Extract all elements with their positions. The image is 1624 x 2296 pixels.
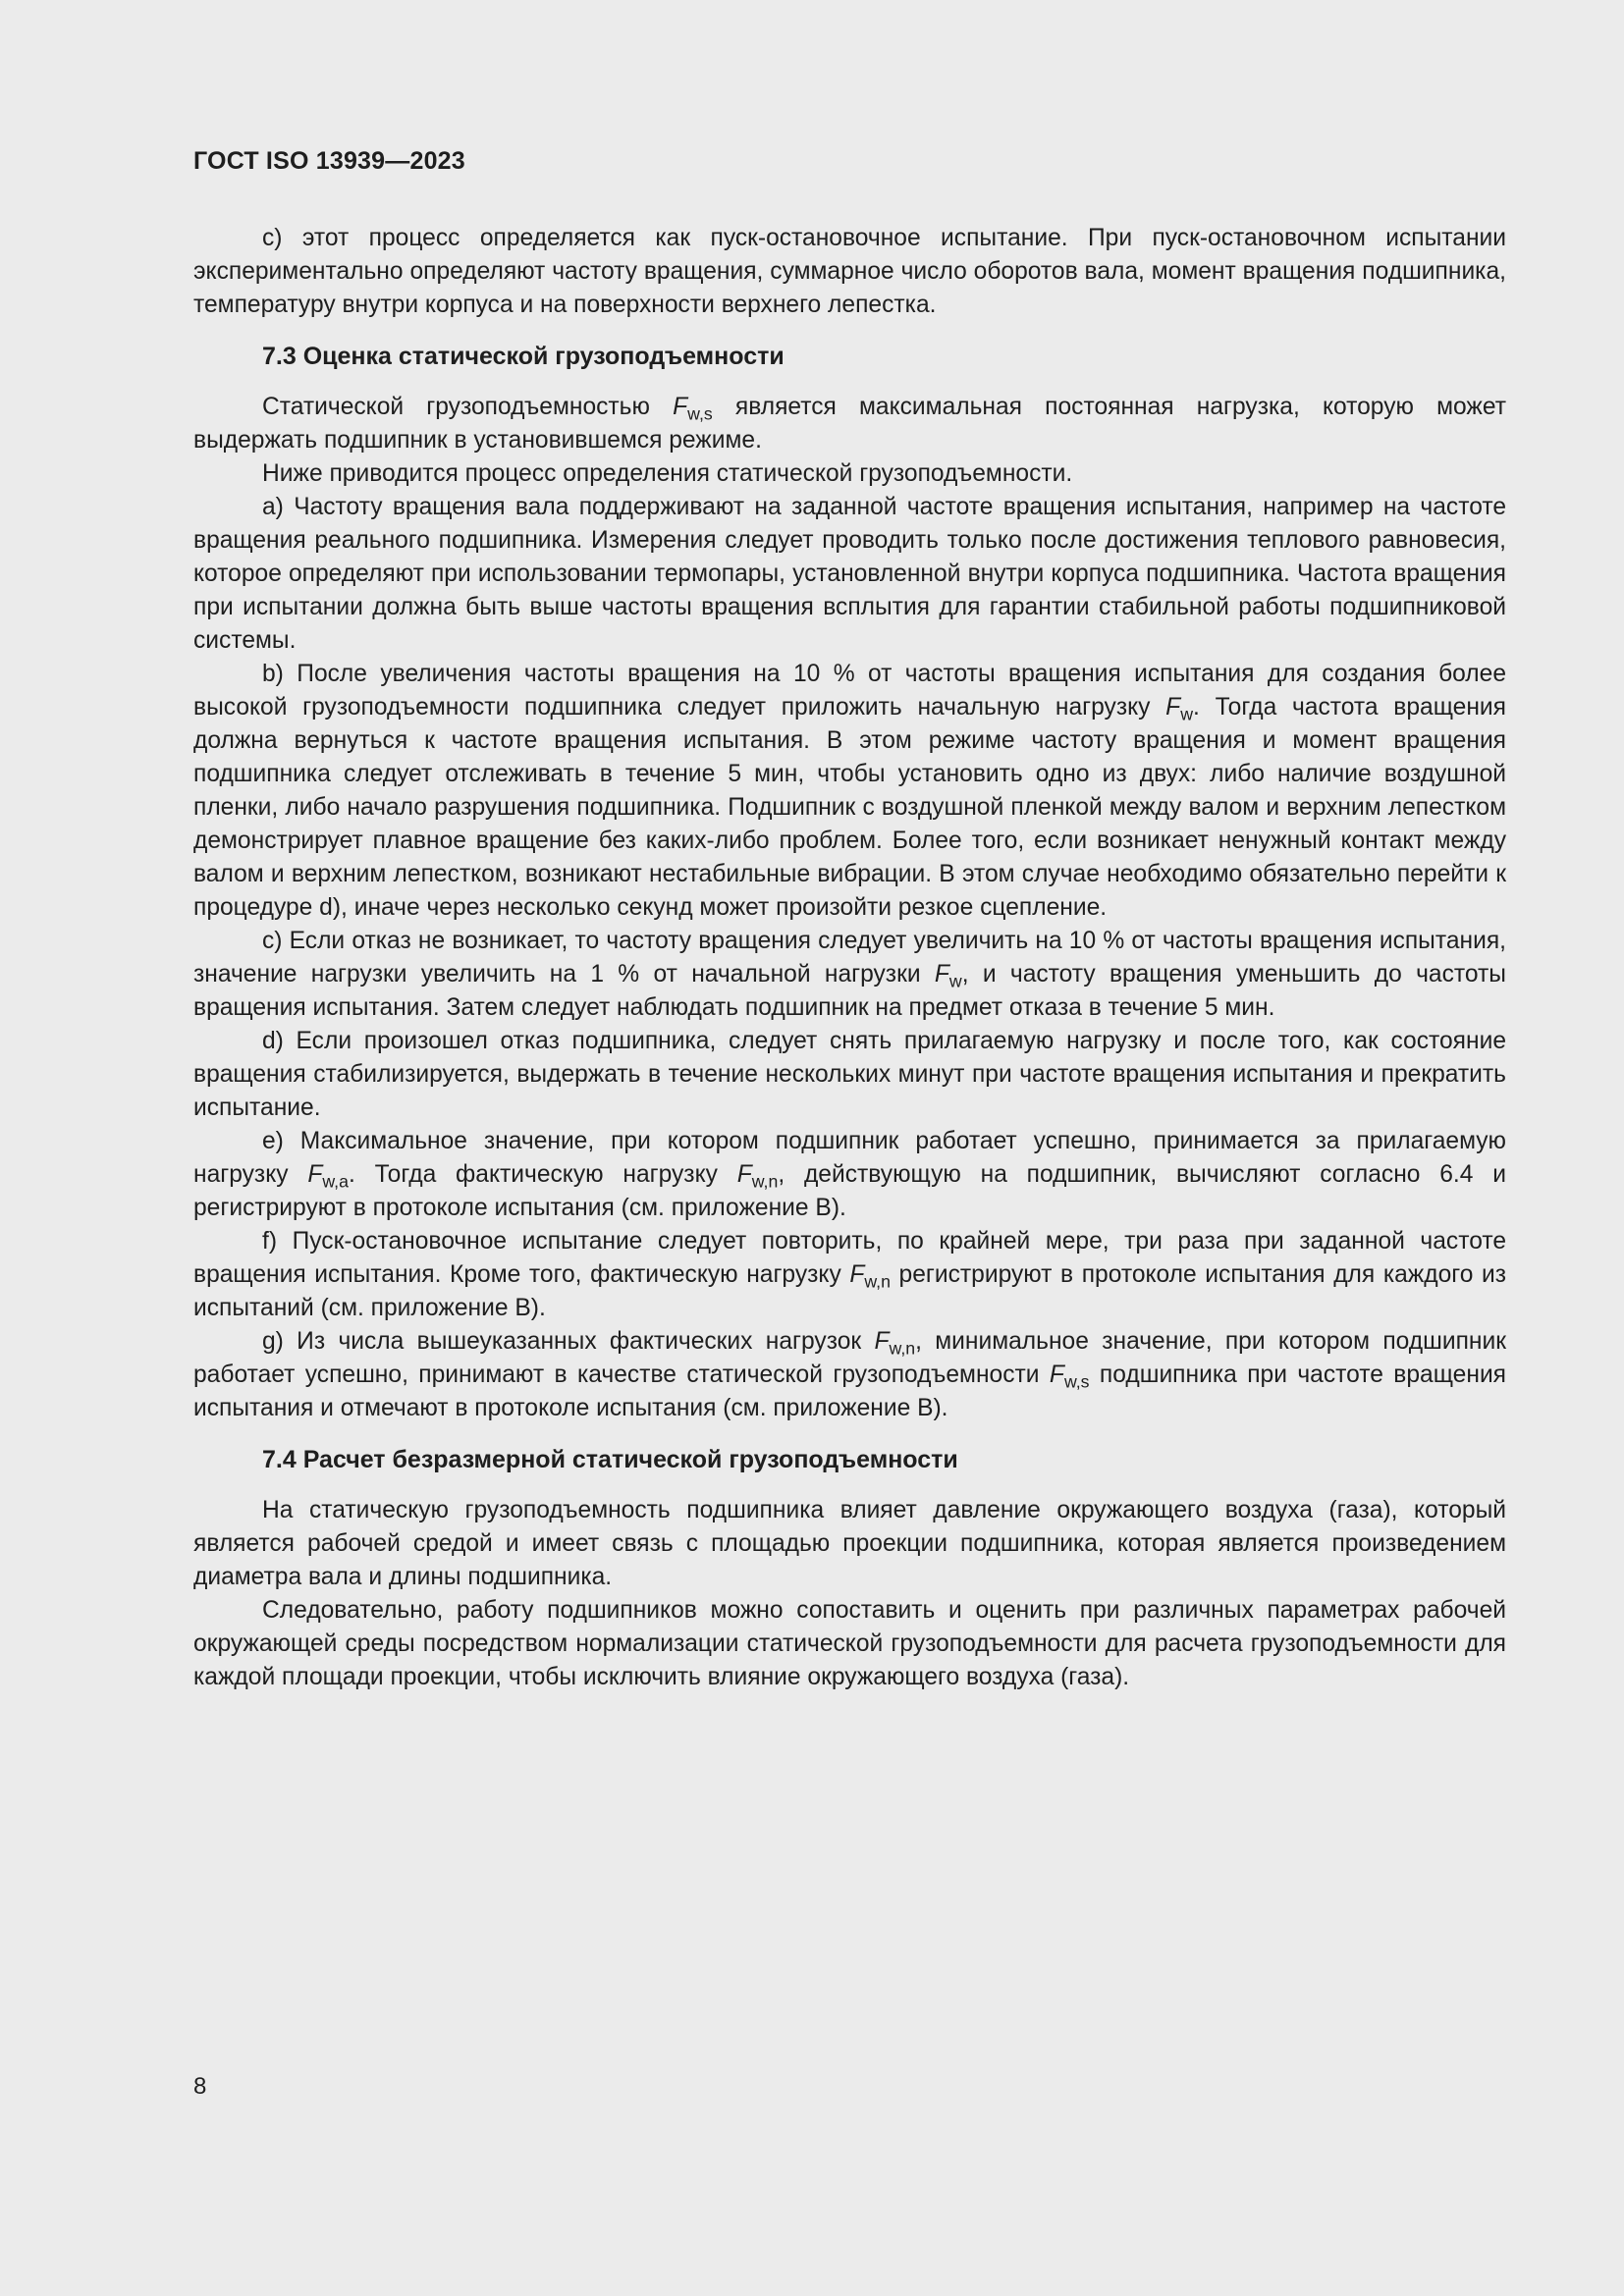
symbol-f-wa: $F_{w,a}$ (307, 1161, 349, 1192)
symbol-f-wn: $F_{w,n}$ (874, 1328, 916, 1359)
paragraph-normalization: Следовательно, работу подшипников можно сопоставить и оценить при различных параметрах рабочей окружающей среды посредством нормализации статической грузоподъемности для расчета грузоподъемности для каждой площади проекции, чтобы исключить влияние окружающего воздуха (газа). (193, 1597, 1506, 1690)
section-heading-7-3: 7.3 Оценка статической грузоподъемности (262, 343, 785, 370)
document-header: ГОСТ ISO 13939—2023 (193, 147, 465, 175)
symbol-f-wn: $F_{w,n}$ (849, 1261, 891, 1292)
paragraph-step-g: g) Из числа вышеуказанных фактических нагрузок $F_{w,n}$, минимальное значение, при котором подшипник работает успешно, принимают в качестве статической грузоподъемности $F_{w,s}$ подшипника при частоте вращения испытания и отмечают в протоколе испытания (см. приложение B). (193, 1328, 1506, 1421)
symbol-f-ws: $F_{w,s}$ (1049, 1362, 1090, 1392)
paragraph-process-intro: Ниже приводится процесс определения статической грузоподъемности. (262, 460, 1073, 487)
paragraph-step-d: d) Если произошел отказ подшипника, следует снять прилагаемую нагрузку и после того, как состояние вращения стабилизируется, выдержать в течение нескольких минут при частоте вращения испытания и прекратить испытание. (193, 1028, 1506, 1121)
section-heading-7-4: 7.4 Расчет безразмерной статической грузоподъемности (262, 1446, 958, 1473)
paragraph-static-capacity-definition: Статической грузоподъемностью $F_{w,s}$ является максимальная постоянная нагрузка, которую может выдержать подшипник в установившемся режиме. (193, 394, 1506, 454)
paragraph-step-f: f) Пуск-остановочное испытание следует повторить, по крайней мере, три раза при заданной частоте вращения испытания. Кроме того, фактическую нагрузку $F_{w,n}$ регистрируют в протоколе испытания для каждого из испытаний (см. приложение B). (193, 1228, 1506, 1321)
paragraph-ambient-pressure: На статическую грузоподъемность подшипника влияет давление окружающего воздуха (газа), который является рабочей средой и имеет связь с площадью проекции подшипника, которая является произведением диаметра вала и длины подшипника. (193, 1497, 1506, 1590)
symbol-f-wn: $F_{w,n}$ (736, 1161, 779, 1192)
paragraph-step-e: e) Максимальное значение, при котором подшипник работает успешно, принимается за прилагаемую нагрузку $F_{w,a}$. Тогда фактическую нагрузку $F_{w,n}$, действующую на подшипник, вычисляют согласно 6.4 и регистрируют в протоколе испытания (см. приложение B). (193, 1128, 1506, 1221)
page-number: 8 (193, 2073, 207, 2100)
symbol-f-w: $F_w$ (1165, 694, 1193, 724)
page-content (193, 222, 1506, 1694)
paragraph-step-b: b) После увеличения частоты вращения на 10 % от частоты вращения испытания для создания более высокой грузоподъемности подшипника следует приложить начальную нагрузку $F_w$. Тогда частота вращения должна вернуться к частоте вращения испытания. В этом режиме частоту вращения и момент вращения подшипника следует отслеживать в течение 5 мин, чтобы установить одно из двух: либо наличие воздушной пленки, либо начало разрушения подшипника. Подшипник с воздушной пленкой между валом и верхним лепестком демонстрирует плавное вращение без каких-либо проблем. Более того, если возникает ненужный контакт между валом и верхним лепестком, возникают нестабильные вибрации. В этом случае необходимо обязательно перейти к процедуре d), иначе через несколько секунд может произойти резкое сцепление. (193, 661, 1506, 921)
paragraph-step-a: a) Частоту вращения вала поддерживают на заданной частоте вращения испытания, например на частоте вращения реального подшипника. Измерения следует проводить только после достижения теплового равновесия, которое определяют при использовании термопары, установленной внутри корпуса подшипника. Частота вращения при испытании должна быть выше частоты вращения всплытия для гарантии стабильной работы подшипниковой системы. (193, 494, 1506, 654)
paragraph-c-intro: c) этот процесс определяется как пуск-остановочное испытание. При пуск-остановочном испытании экспериментально определяют частоту вращения, суммарное число оборотов вала, момент вращения подшипника, температуру внутри корпуса и на поверхности верхнего лепестка. (193, 225, 1506, 318)
paragraph-step-c: c) Если отказ не возникает, то частоту вращения следует увеличить на 10 % от частоты вращения испытания, значение нагрузки увеличить на 1 % от начальной нагрузки $F_w$, и частоту вращения уменьшить до частоты вращения испытания. Затем следует наблюдать подшипник на предмет отказа в течение 5 мин. (193, 928, 1506, 1021)
symbol-f-ws: $F_{w,s}$ (673, 394, 713, 424)
symbol-f-w: $F_w$ (934, 961, 962, 991)
